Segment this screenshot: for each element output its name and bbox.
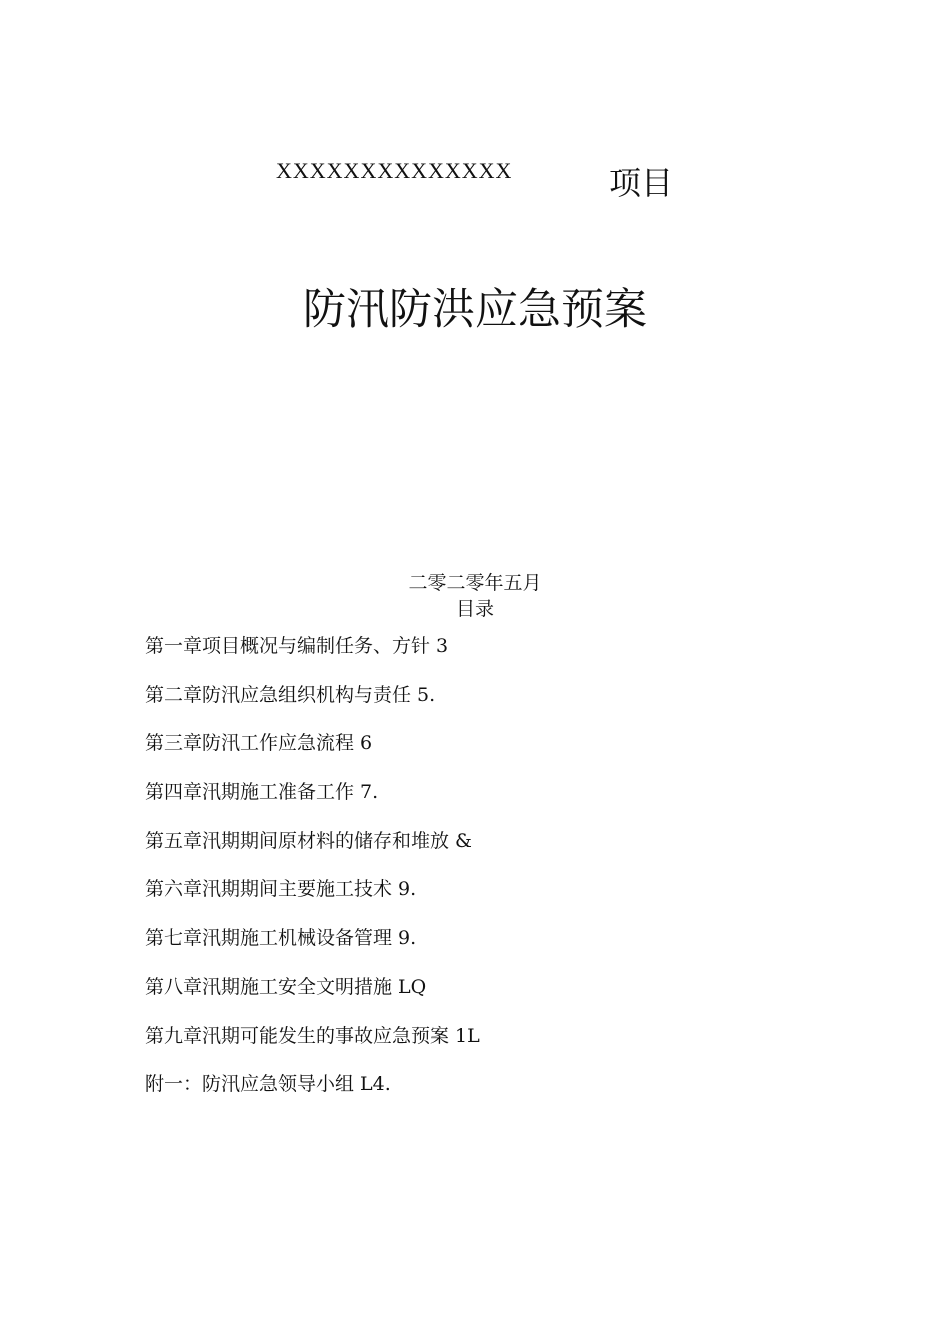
toc-item-chapter-2[interactable]: 第二章防汛应急组织机构与责任 5. xyxy=(145,683,436,706)
toc-item-chapter-3[interactable]: 第三章防汛工作应急流程 6 xyxy=(145,732,373,755)
table-of-contents xyxy=(145,632,480,1119)
toc-item-chapter-1[interactable]: 第一章项目概况与编制任务、方针 3 xyxy=(145,635,449,657)
toc-item-appendix-1[interactable]: 附一：防汛应急领导小组 L4. xyxy=(145,1073,391,1096)
toc-item-chapter-8[interactable]: 第八章汛期施工安全文明措施 LQ xyxy=(145,975,427,998)
project-code: XXXXXXXXXXXXXX xyxy=(276,158,513,183)
toc-item-chapter-7[interactable]: 第七章汛期施工机械设备管理 9. xyxy=(145,927,417,950)
toc-item-chapter-4[interactable]: 第四章汛期施工准备工作 7. xyxy=(145,781,379,804)
toc-item-chapter-6[interactable]: 第六章汛期期间主要施工技术 9. xyxy=(145,878,417,901)
toc-item-chapter-5[interactable]: 第五章汛期期间原材料的储存和堆放 & xyxy=(145,829,472,852)
document-date: 二零二零年五月 xyxy=(408,572,542,594)
toc-heading: 目录 xyxy=(455,598,494,620)
project-suffix: 项目 xyxy=(609,164,674,202)
toc-item-chapter-9[interactable]: 第九章汛期可能发生的事故应急预案 1L xyxy=(145,1024,480,1047)
document-title: 防汛防洪应急预案 xyxy=(303,285,647,335)
